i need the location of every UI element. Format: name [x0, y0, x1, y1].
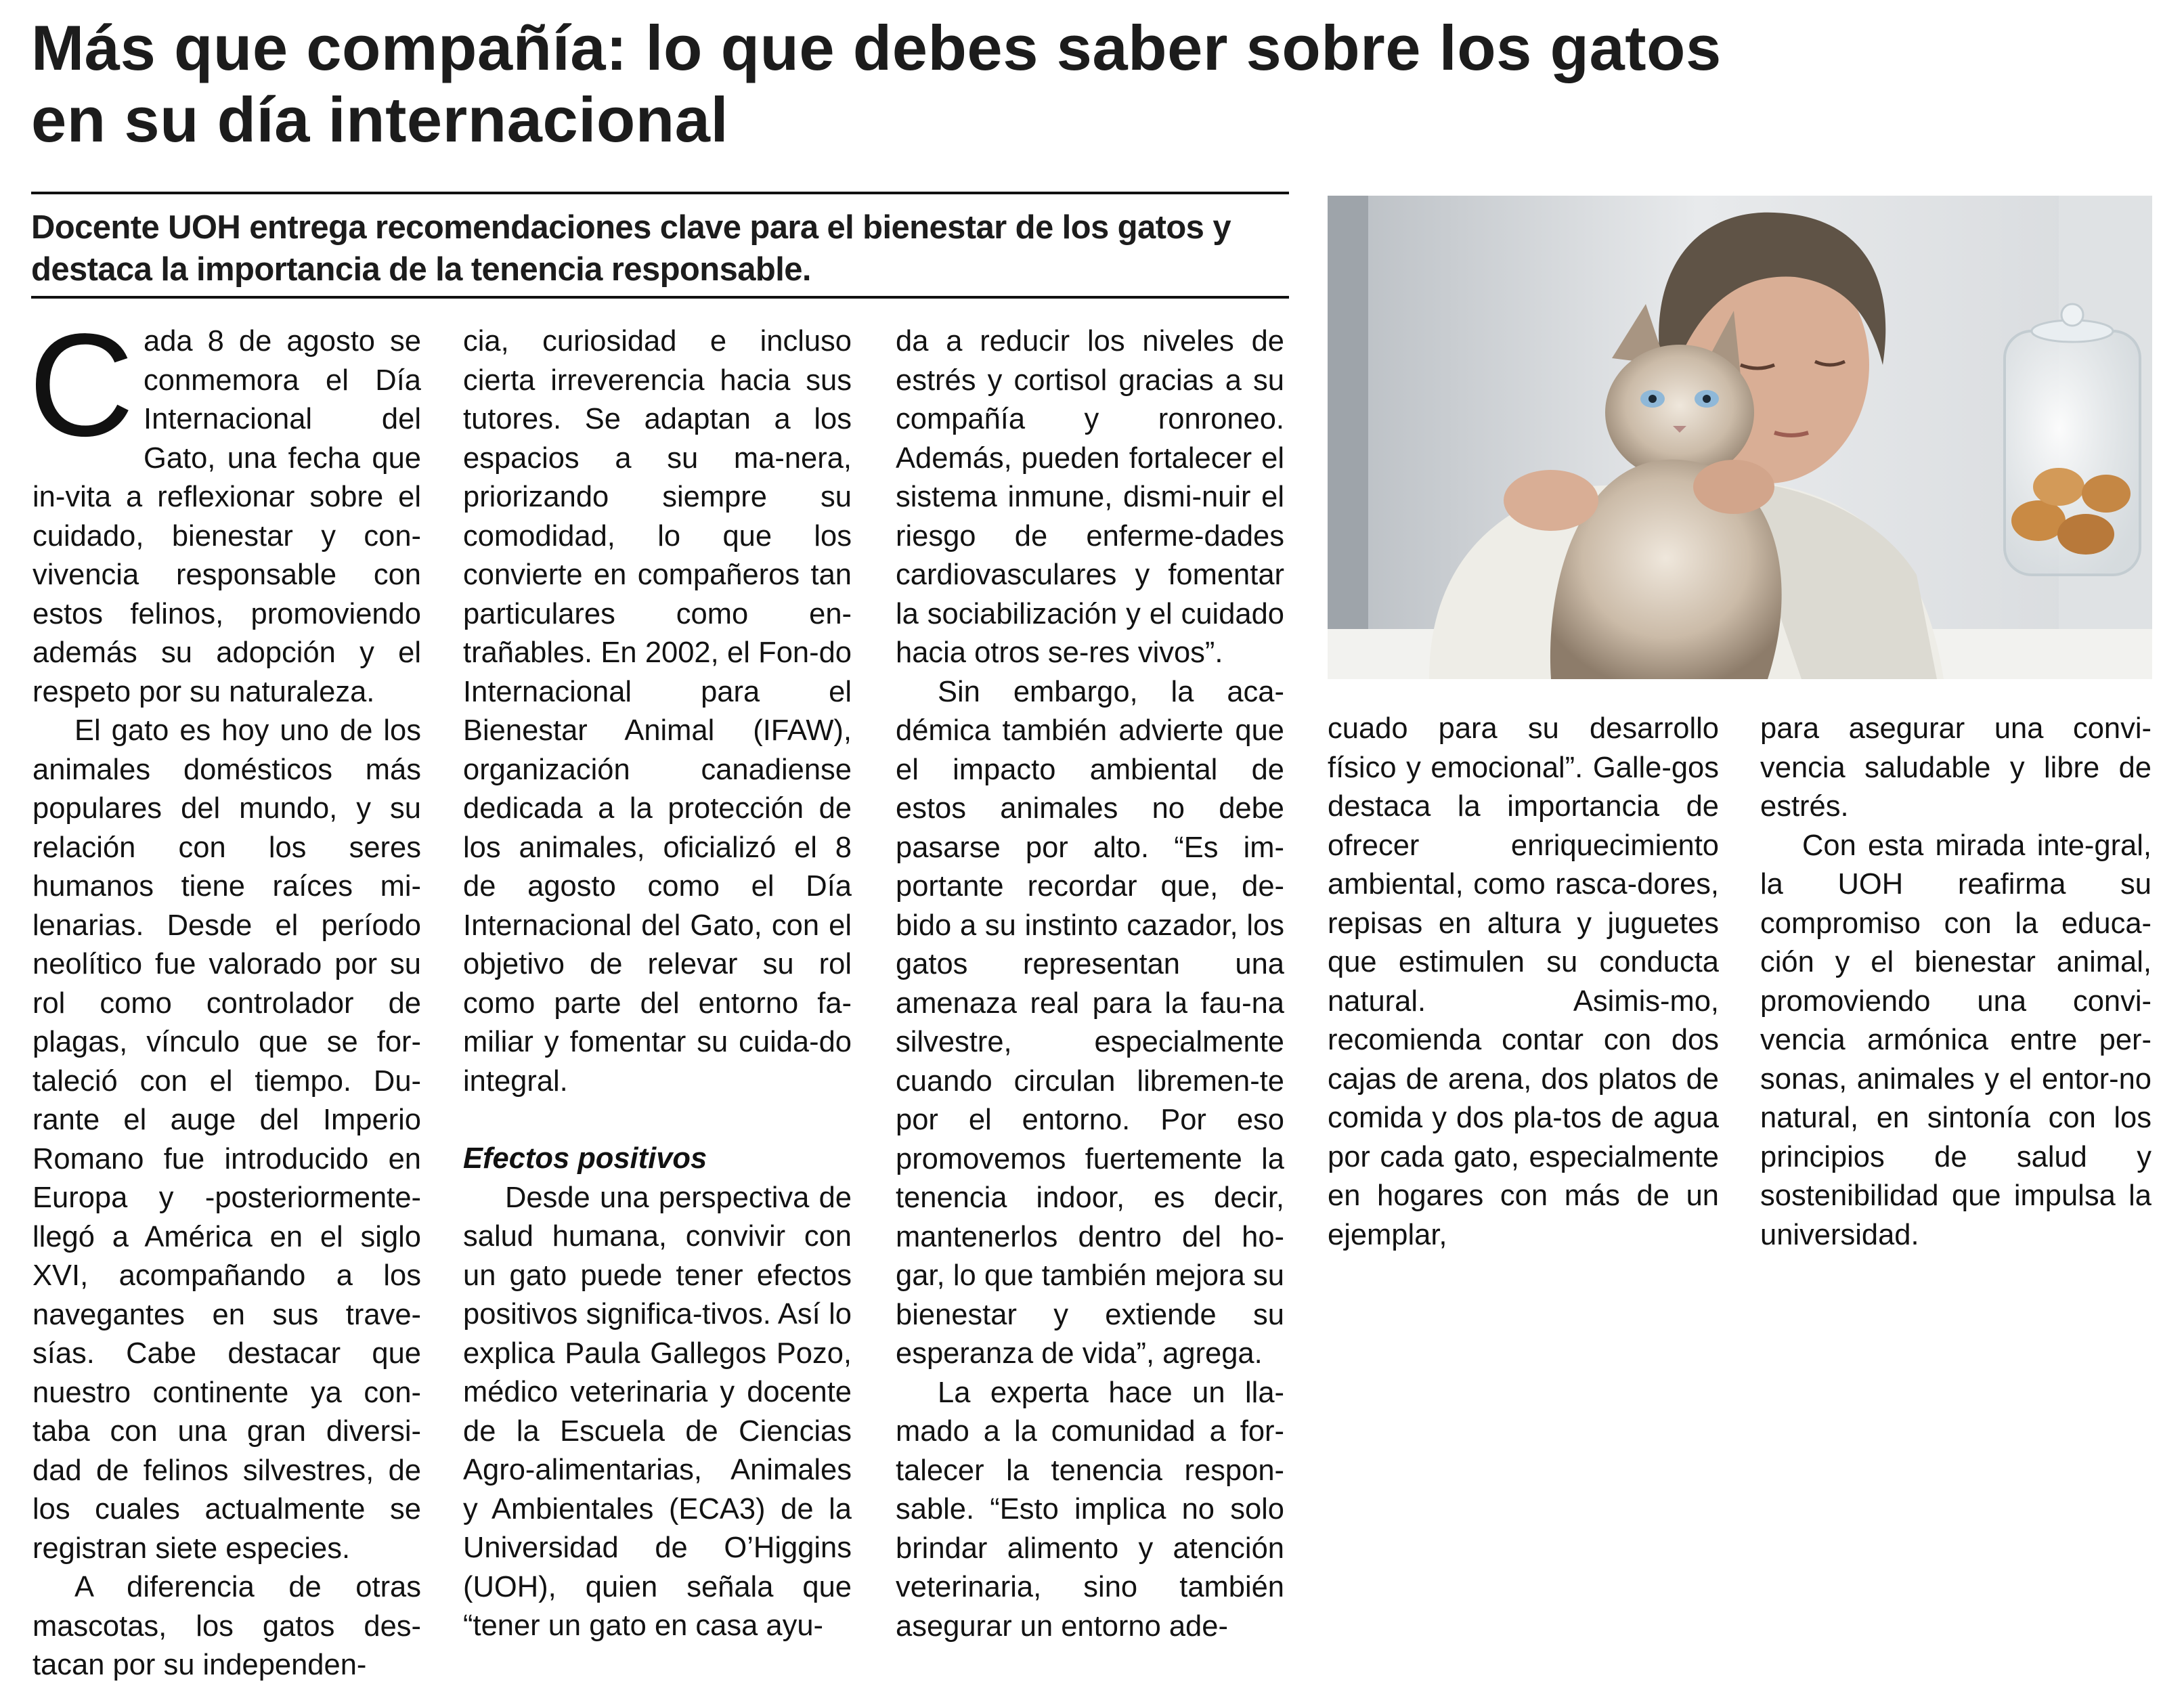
article-column-2	[463, 322, 852, 1646]
paragraph: Desde una perspectiva de salud humana, convivir con un gato puede tener efectos positivos significa-tivos. Así lo explica Paula Gallegos Pozo, médico veterinaria y docente de la Escuela de Ciencias Agro-alimentarias, Animales y Ambientales (ECA3) de la Universidad de O’Higgins (UOH), quien señala que “tener un gato en casa ayu-	[463, 1181, 852, 1642]
drop-cap: C	[28, 303, 134, 467]
paragraph: da a reducir los niveles de estrés y cortisol gracias a su compañía y ronroneo. Además, pueden fortalecer el sistema inmune, dismi-nuir el riesgo de enferme-dades cardiovasculares y fomentar la sociabilización y el cuidado hacia otros se-res vivos”.	[896, 325, 1284, 669]
paragraph: El gato es hoy uno de los animales domésticos más populares del mundo, y su relación con los seres humanos tiene raíces mi-lenarias. Desde el período neolítico fue valorado por su rol como controlador de plagas, vínculo que se for-taleció con el tiempo. Du-rante el auge del Imperio Romano fue introducido en Europa y -posteriormente- llegó a América en el siglo XVI, acompañando a los navegantes en sus trave-sías. Cabe destacar que nuestro continente ya con-taba con una gran diversi-dad de felinos silvestres, de los cuales actualmente se registran siete especies.	[32, 714, 421, 1565]
paragraph-intro	[28, 303, 421, 712]
paragraph: A diferencia de otras mascotas, los gatos des-tacan por su independen-	[32, 1571, 421, 1681]
paragraph: cuado para su desarrollo físico y emocional”. Galle-gos destaca la importancia de ofrecer enriquecimiento ambiental, como rasca-dores, repisas en altura y juguetes que estimulen su conducta natural. Asimis-mo, recomienda contar con dos cajas de arena, dos platos de comida y dos pla-tos de agua por cada gato, especialmente en hogares con más de un ejemplar,	[1328, 712, 1719, 1251]
subheadline: Docente UOH entrega recomendaciones clave para el bienestar de los gatos y destaca la importancia de la tenencia responsable.	[31, 209, 1231, 288]
article-column-1	[28, 303, 421, 1685]
article-column-3	[896, 322, 1284, 1646]
intro-text: ada 8 de agosto se conmemora el Día Internacional del Gato, una fecha que in-vita a reflexionar sobre el cuidado, bienestar y con-vivencia responsable con estos felinos, promoviendo además su adopción y el respeto por su naturaleza.	[32, 325, 421, 708]
paragraph: cia, curiosidad e incluso cierta irreverencia hacia sus tutores. Se adaptan a los espacios a su ma-nera, priorizando siempre su comodidad, lo que los convierte en compañeros tan particulares como en-trañables. En 2002, el Fon-do Internacional para el Bienestar Animal (IFAW), organización canadiense dedicada a la protección de los animales, oficializó el 8 de agosto como el Día Internacional del Gato, con el objetivo de relevar su rol como parte del entorno fa-miliar y fomentar su cuida-do integral.	[463, 325, 852, 1098]
article-column-5	[1760, 710, 2152, 1255]
section-heading: Efectos positivos	[463, 1142, 707, 1175]
paragraph: Con esta mirada inte-gral, la UOH reafirma su compromiso con la educa-ción y el bienestar animal, promoviendo una convi-vencia armónica entre per-sonas, animales y el entor-no natural, en sintonía con los principios de salud y sostenibilidad que impulsa la universidad.	[1760, 829, 2152, 1251]
woman-hugging-cat-photo-icon	[1328, 196, 2152, 679]
bottom-rule	[31, 296, 1289, 299]
headline: Más que compañía: lo que debes saber sobre los gatos en su día internacional	[31, 12, 1722, 155]
top-rule	[31, 192, 1289, 194]
paragraph: Sin embargo, la aca-démica también advierte que el impacto ambiental de estos animales no debe pasarse por alto. “Es im-portante recordar que, de-bido a su instinto cazador, los gatos representan una amenaza real para la fau-na silvestre, especialmente cuando circulan libremen-te por el entorno. Por eso promovemos fuertemente la tenencia indoor, es decir, mantenerlos dentro del ho-gar, lo que también mejora su bienestar y extiende su esperanza de vida”, agrega.	[896, 675, 1284, 1370]
paragraph: para asegurar una convi-vencia saludable y libre de estrés.	[1760, 712, 2152, 823]
article-column-4	[1328, 710, 1719, 1255]
paragraph: La experta hace un lla-mado a la comunidad a for-talecer la tenencia respon-sable. “Esto implica no solo brindar alimento y atención veterinaria, sino también asegurar un entorno ade-	[896, 1376, 1284, 1643]
article-photo	[1328, 196, 2152, 679]
